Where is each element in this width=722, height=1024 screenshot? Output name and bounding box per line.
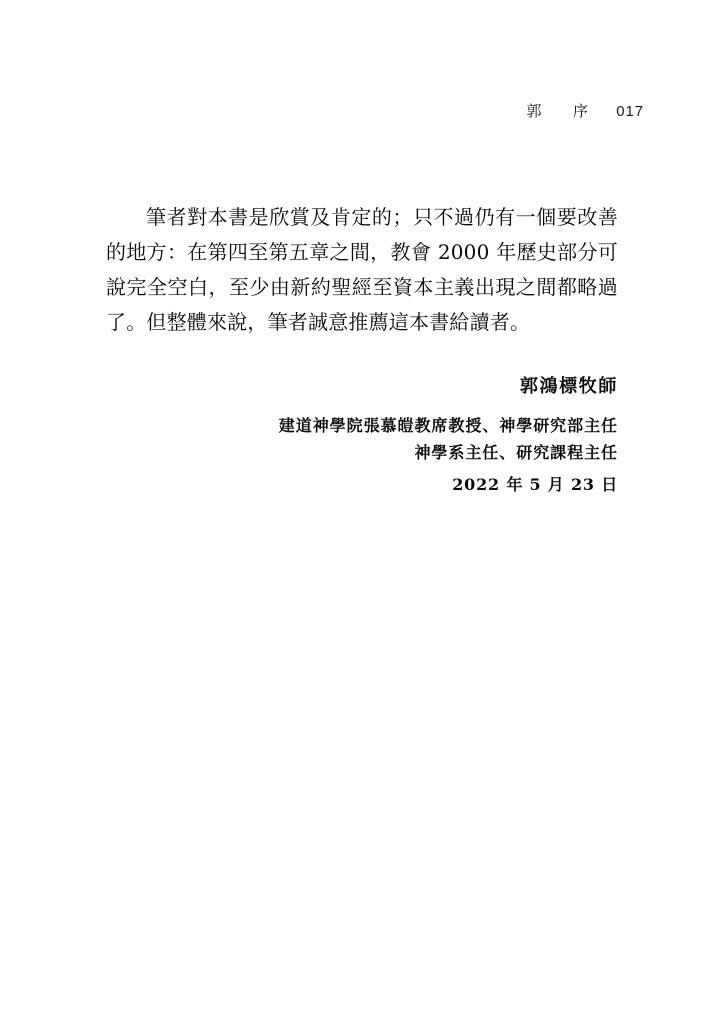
body-paragraph: 筆者對本書是欣賞及肯定的；只不過仍有一個要改善的地方：在第四至第五章之間，教會 2000 年歷史部分可說完全空白，至少由新約聖經至資本主義出現之間都略過了。但整體來說，筆者誠意推薦這本書給讀者。 (106, 205, 618, 334)
header-chapter-title: 郭 序 (526, 102, 597, 120)
signature-block (138, 372, 618, 495)
header-page-number: 017 (616, 103, 644, 120)
signature-affiliation-line-1: 建道神學院張慕皚教席教授、神學研究部主任 (278, 416, 618, 435)
running-header (527, 100, 645, 121)
signature-date: 2022 年 5 月 23 日 (452, 475, 618, 494)
signature-affiliation-line-2: 神學系主任、研究課程主任 (414, 443, 618, 462)
signature-author-name: 郭鴻標牧師 (519, 376, 618, 397)
body-text-block (106, 200, 618, 340)
